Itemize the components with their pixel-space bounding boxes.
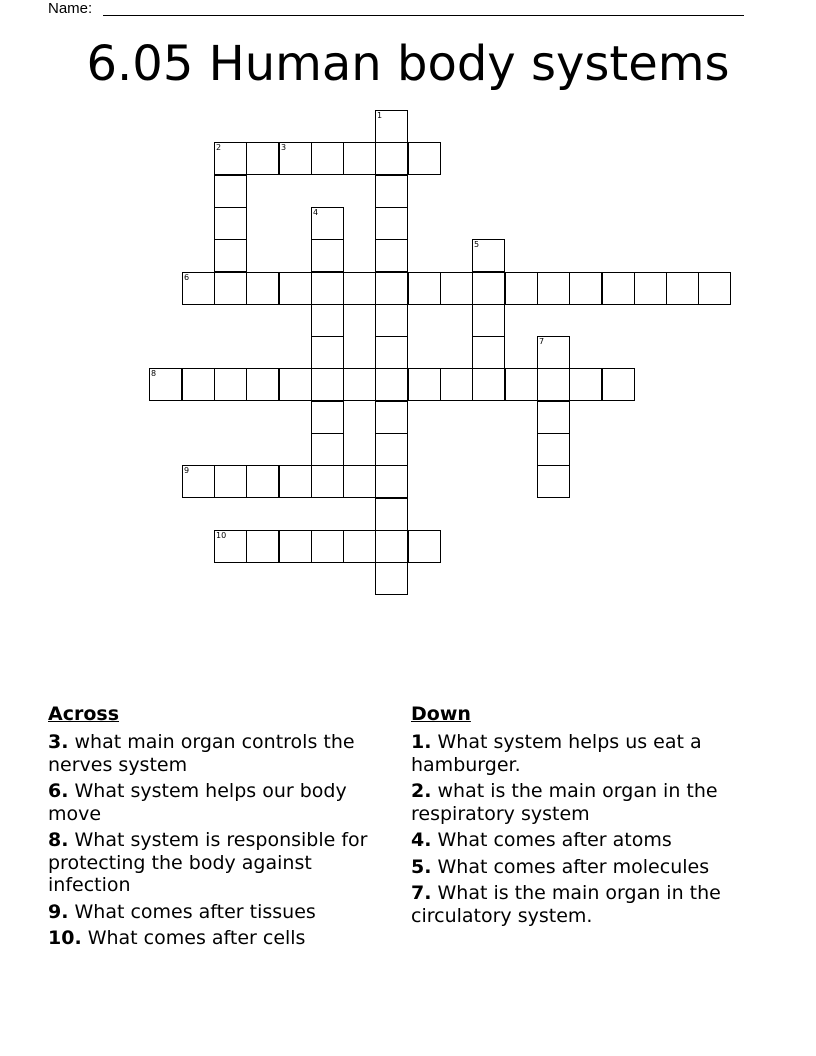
crossword-cell[interactable] — [602, 368, 635, 401]
crossword-cell[interactable] — [537, 272, 570, 305]
crossword-cell[interactable] — [666, 272, 699, 305]
crossword-cell[interactable] — [537, 433, 570, 466]
crossword-cell[interactable] — [408, 530, 441, 563]
crossword-cell[interactable] — [408, 142, 441, 175]
crossword-cell[interactable] — [375, 401, 408, 434]
clue-down-7: 7. What is the main organ in the circulatory system. — [411, 882, 721, 927]
crossword-cell[interactable] — [214, 207, 247, 240]
page-title: 6.05 Human body systems — [86, 36, 730, 92]
crossword-cell[interactable] — [505, 368, 538, 401]
crossword-cell[interactable] — [311, 207, 344, 240]
crossword-cell[interactable] — [279, 368, 312, 401]
crossword-cell[interactable] — [214, 272, 247, 305]
crossword-cell[interactable] — [537, 368, 570, 401]
crossword-cell[interactable] — [182, 465, 215, 498]
clue-number: 3 — [281, 143, 287, 152]
crossword-cell[interactable] — [311, 272, 344, 305]
clue-number: 6 — [184, 273, 190, 282]
clue-down-1: 1. What system helps us eat a hamburger. — [411, 731, 702, 776]
clue-number: 7 — [539, 337, 545, 346]
crossword-cell[interactable] — [279, 142, 312, 175]
crossword-cell[interactable] — [408, 368, 441, 401]
clue-number: 10 — [216, 531, 227, 540]
crossword-cell[interactable] — [149, 368, 182, 401]
crossword-cell[interactable] — [375, 272, 408, 305]
crossword-cell[interactable] — [440, 272, 473, 305]
crossword-cell[interactable] — [311, 239, 344, 272]
crossword-cell[interactable] — [569, 368, 602, 401]
crossword-cell[interactable] — [246, 272, 279, 305]
crossword-cell[interactable] — [311, 336, 344, 369]
crossword-cell[interactable] — [375, 498, 408, 531]
clue-down-2: 2. what is the main organ in the respiratory system — [411, 780, 718, 825]
crossword-cell[interactable] — [375, 304, 408, 337]
clue-across-6: 6. What system helps our body move — [48, 780, 347, 825]
crossword-cell[interactable] — [505, 272, 538, 305]
crossword-cell[interactable] — [375, 207, 408, 240]
crossword-cell[interactable] — [375, 110, 408, 143]
crossword-cell[interactable] — [246, 142, 279, 175]
crossword-cell[interactable] — [246, 368, 279, 401]
crossword-cell[interactable] — [343, 142, 376, 175]
crossword-cell[interactable] — [472, 336, 505, 369]
crossword-cell[interactable] — [311, 368, 344, 401]
across-heading: Across — [48, 703, 120, 725]
crossword-cell[interactable] — [279, 465, 312, 498]
crossword-cell[interactable] — [440, 368, 473, 401]
crossword-cell[interactable] — [602, 272, 635, 305]
crossword-cell[interactable] — [214, 465, 247, 498]
clue-number: 2 — [216, 143, 222, 152]
crossword-cell[interactable] — [375, 465, 408, 498]
crossword-cell[interactable] — [246, 530, 279, 563]
crossword-cell[interactable] — [214, 368, 247, 401]
clue-across-3: 3. what main organ controls the nerves system — [48, 731, 355, 776]
crossword-cell[interactable] — [375, 562, 408, 595]
clue-across-9: 9. What comes after tissues — [48, 900, 316, 923]
crossword-cell[interactable] — [311, 530, 344, 563]
crossword-cell[interactable] — [343, 272, 376, 305]
crossword-cell[interactable] — [311, 142, 344, 175]
clue-number: 8 — [151, 369, 157, 378]
clue-number: 5 — [474, 240, 480, 249]
crossword-cell[interactable] — [537, 465, 570, 498]
crossword-cell[interactable] — [375, 142, 408, 175]
crossword-cell[interactable] — [311, 433, 344, 466]
crossword-cell[interactable] — [472, 239, 505, 272]
crossword-cell[interactable] — [311, 465, 344, 498]
crossword-cell[interactable] — [214, 175, 247, 208]
crossword-cell[interactable] — [214, 239, 247, 272]
crossword-cell[interactable] — [343, 465, 376, 498]
crossword-cell[interactable] — [408, 272, 441, 305]
crossword-cell[interactable] — [246, 465, 279, 498]
crossword-cell[interactable] — [182, 272, 215, 305]
crossword-cell[interactable] — [472, 272, 505, 305]
across-clues — [48, 702, 388, 954]
clue-down-4: 4. What comes after atoms — [411, 829, 672, 851]
crossword-cell[interactable] — [311, 401, 344, 434]
crossword-cell[interactable] — [279, 530, 312, 563]
crossword-cell[interactable] — [375, 336, 408, 369]
crossword-cell[interactable] — [375, 368, 408, 401]
clue-across-8: 8. What system is responsible for protecting the body against infection — [48, 829, 368, 896]
clue-number: 4 — [313, 208, 319, 217]
crossword-cell[interactable] — [343, 368, 376, 401]
down-clues — [411, 702, 756, 931]
crossword-cell[interactable] — [375, 175, 408, 208]
crossword-cell[interactable] — [311, 304, 344, 337]
crossword-cell[interactable] — [375, 530, 408, 563]
crossword-cell[interactable] — [537, 336, 570, 369]
clue-number: 9 — [184, 466, 190, 475]
crossword-cell[interactable] — [472, 368, 505, 401]
crossword-cell[interactable] — [472, 304, 505, 337]
crossword-cell[interactable] — [182, 368, 215, 401]
clue-number: 1 — [377, 111, 383, 120]
clue-down-5: 5. What comes after molecules — [411, 855, 710, 878]
crossword-cell[interactable] — [375, 239, 408, 272]
clue-across-10: 10. What comes after cells — [48, 927, 306, 949]
name-label: Name: — [48, 0, 93, 17]
crossword-cell[interactable] — [698, 272, 731, 305]
crossword-cell[interactable] — [279, 272, 312, 305]
crossword-cell[interactable] — [214, 142, 247, 175]
crossword-cell[interactable] — [537, 401, 570, 434]
crossword-cell[interactable] — [214, 530, 247, 563]
crossword-cell[interactable] — [634, 272, 667, 305]
crossword-cell[interactable] — [569, 272, 602, 305]
crossword-cell[interactable] — [343, 530, 376, 563]
down-heading: Down — [411, 703, 471, 725]
crossword-cell[interactable] — [375, 433, 408, 466]
